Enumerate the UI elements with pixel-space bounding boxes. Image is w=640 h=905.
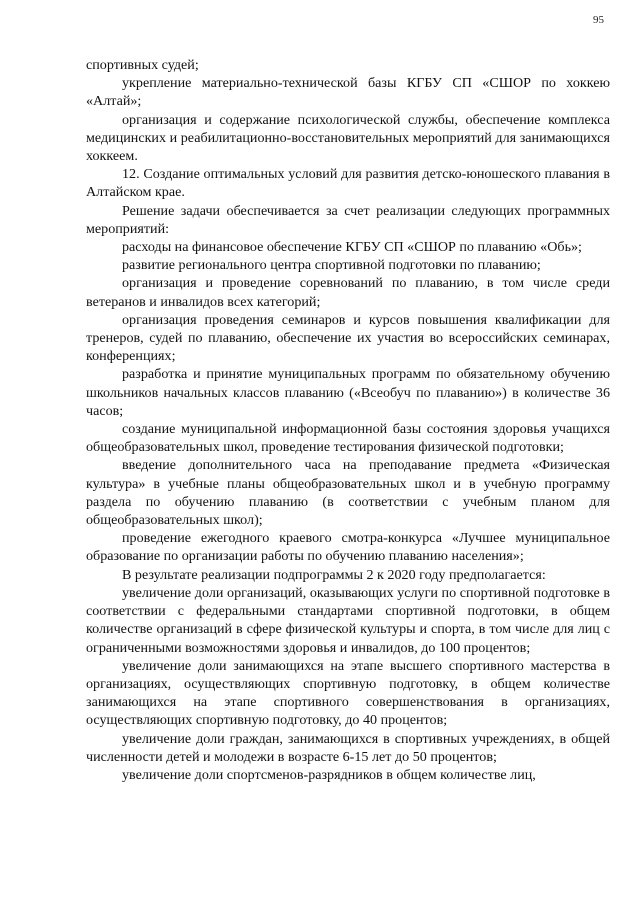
paragraph: укрепление материально-технической базы КГБУ СП «СШОР по хоккею «Алтай»; (86, 75, 610, 110)
paragraph: В результате реализации подпрограммы 2 к 2020 году предполагается: (122, 566, 546, 583)
paragraph: увеличение доли организаций, оказывающих услуги по спортивной подготовке в соответствии с федеральными стандартами спортивной подготовки, в общем количестве организаций в сфере физической культуры и спорта, в том числе для лиц с ограниченными возможностями здоровья и инвалидов, до 100 процентов; (86, 584, 610, 656)
paragraph: увеличение доли занимающихся на этапе высшего спортивного мастерства в организациях, осуществляющих спортивную подготовку, в общем количестве занимающихся на этапе спортивного совершенствования в организациях, осуществляющих спортивную подготовку, до 40 процентов; (86, 657, 610, 729)
paragraph: организация и проведение соревнований по плаванию, в том числе среди ветеранов и инвалидов всех категорий; (86, 275, 610, 310)
paragraph: увеличение доли спортсменов-разрядников в общем количестве лиц, (122, 766, 536, 783)
section-heading: 12. Создание оптимальных условий для развития детско-юношеского плавания в Алтайском крае. (86, 166, 610, 201)
paragraph: развитие регионального центра спортивной подготовки по плаванию; (122, 257, 541, 274)
paragraph: создание муниципальной информационной базы состояния здоровья учащихся общеобразовательных школ, проведение тестирования физической подготовки; (86, 421, 610, 456)
document-body (86, 56, 610, 784)
paragraph: спортивных судей; (86, 57, 199, 73)
page-number: 95 (593, 14, 604, 26)
paragraph: организация проведения семинаров и курсов повышения квалификации для тренеров, судей по плаванию, обеспечение их участия во всероссийских семинарах, конференциях; (86, 311, 610, 365)
paragraph: расходы на финансовое обеспечение КГБУ СП «СШОР по плаванию «Обь»; (122, 239, 582, 256)
paragraph: разработка и принятие муниципальных программ по обязательному обучению школьников начальных классов плаванию («Всеобуч по плаванию») в количестве 36 часов; (86, 366, 610, 419)
paragraph: проведение ежегодного краевого смотра-конкурса «Лучшее муниципальное образование по организации работы по обучению плаванию населения»; (86, 530, 610, 565)
paragraph: Решение задачи обеспечивается за счет реализации следующих программных мероприятий: (86, 202, 610, 237)
paragraph: введение дополнительного часа на преподавание предмета «Физическая культура» в учебные планы общеобразовательных школ и в учебную программу раздела по обучению плаванию (в соответствии с учебным планом для общеобразовательных школ); (86, 457, 610, 529)
paragraph: увеличение доли граждан, занимающихся в спортивных учреждениях, в общей численности детей и молодежи в возрасте 6-15 лет до 50 процентов; (86, 730, 610, 765)
paragraph: организация и содержание психологической службы, обеспечение комплекса медицинских и реабилитационно-восстановительных мероприятий для занимающихся хоккеем. (86, 111, 610, 165)
